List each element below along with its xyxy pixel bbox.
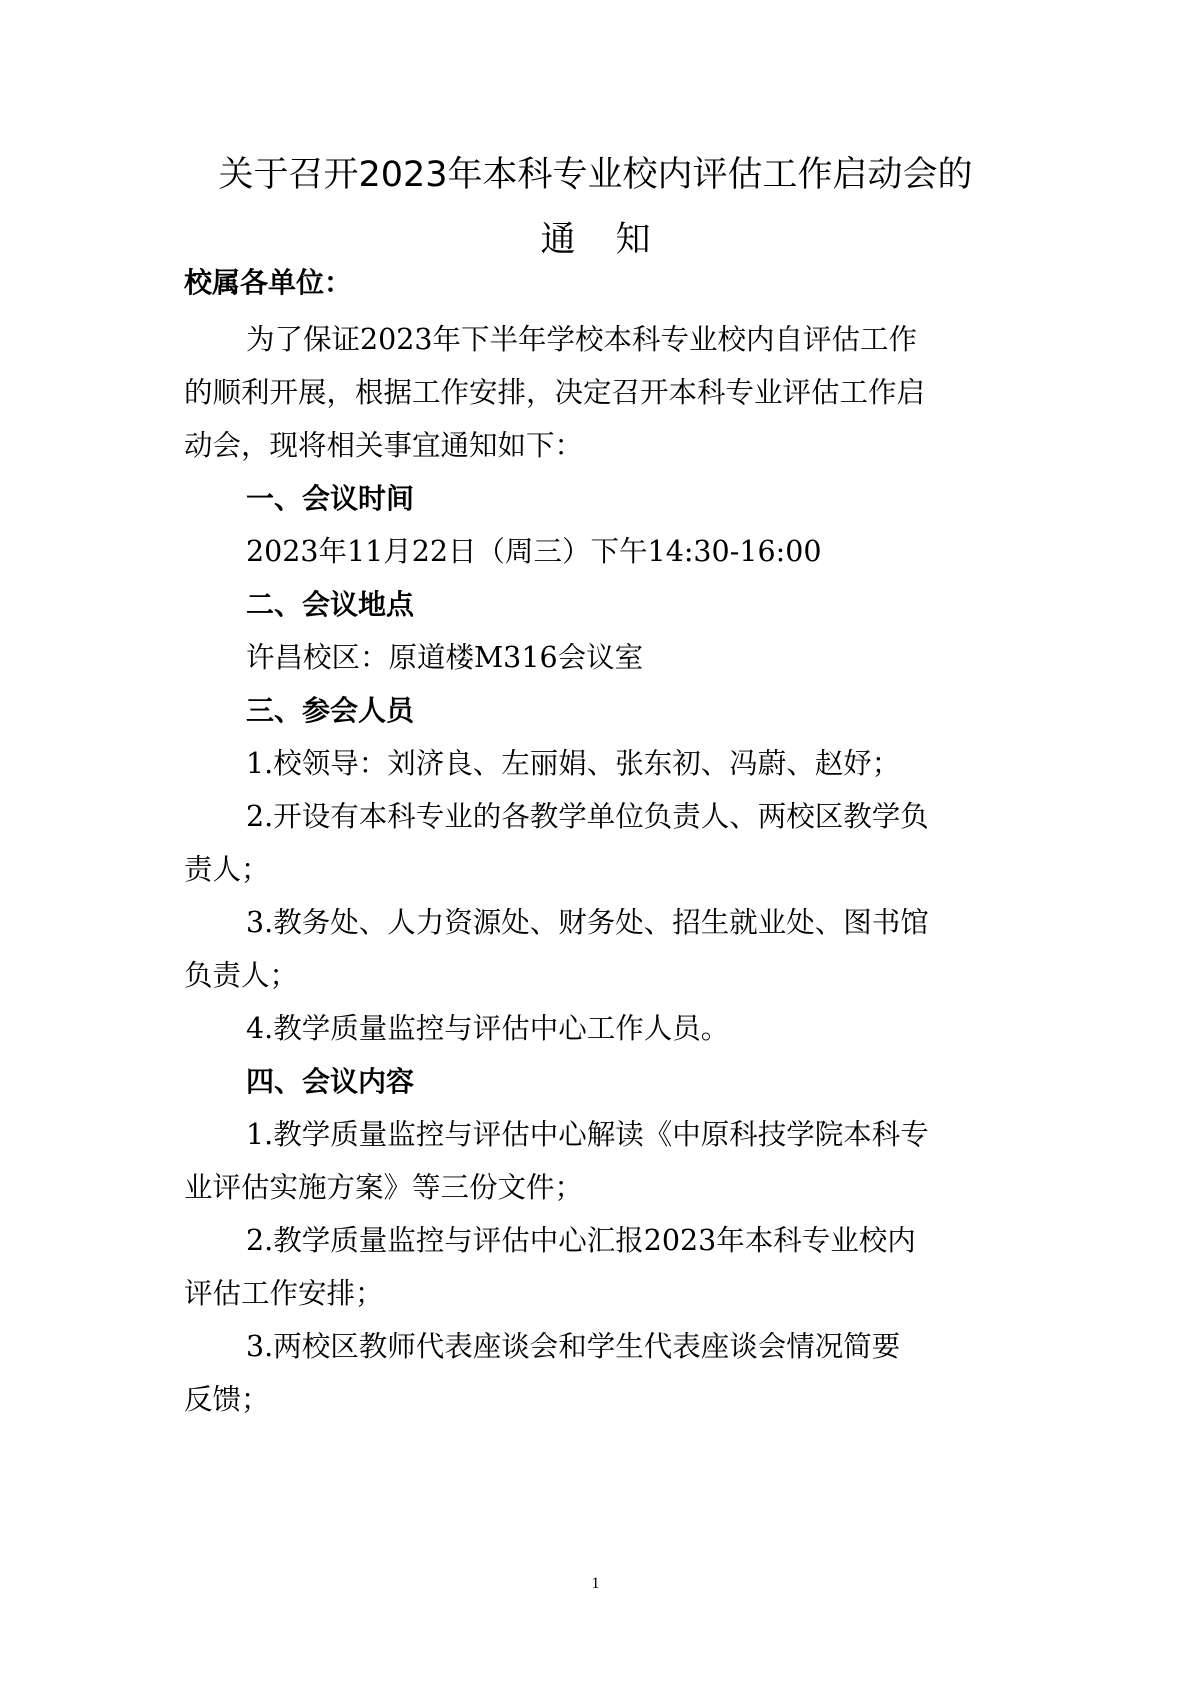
intro-line: 动会，现将相关事宜通知如下： — [184, 429, 584, 462]
section-heading-place: 二、会议地点 — [246, 588, 415, 621]
attendee-item: 4.教学质量监控与评估中心工作人员。 — [246, 1012, 730, 1045]
content-item-continued: 业评估实施方案》等三份文件； — [184, 1171, 584, 1204]
content-item-continued: 反馈； — [184, 1383, 270, 1416]
intro-line: 为了保证2023年下半年学校本科专业校内自评估工作 — [246, 323, 918, 356]
attendee-item: 1.校领导：刘济良、左丽娟、张东初、冯蔚、赵妤； — [246, 747, 901, 780]
section-heading-time: 一、会议时间 — [246, 482, 415, 515]
meeting-time: 2023年11月22日（周三）下午14:30-16:00 — [246, 535, 822, 568]
section-heading-attendees: 三、参会人员 — [246, 694, 415, 727]
content-item: 1.教学质量监控与评估中心解读《中原科技学院本科专 — [246, 1118, 929, 1151]
salutation: 校属各单位： — [184, 266, 353, 299]
intro-line: 的顺利开展，根据工作安排，决定召开本科专业评估工作启 — [184, 376, 926, 409]
content-item-continued: 评估工作安排； — [184, 1277, 384, 1310]
content-item: 3.两校区教师代表座谈会和学生代表座谈会情况简要 — [246, 1330, 901, 1363]
page-number: 1 — [591, 1575, 600, 1592]
section-heading-content: 四、会议内容 — [246, 1065, 415, 1098]
attendee-item-continued: 负责人； — [184, 959, 299, 992]
meeting-place: 许昌校区：原道楼M316会议室 — [246, 641, 644, 674]
attendee-item: 3.教务处、人力资源处、财务处、招生就业处、图书馆 — [246, 906, 929, 939]
attendee-item: 2.开设有本科专业的各教学单位负责人、两校区教学负 — [246, 800, 929, 833]
document-title-notice: 通知 — [540, 220, 691, 260]
attendee-item-continued: 责人； — [184, 853, 270, 886]
content-item: 2.教学质量监控与评估中心汇报2023年本科专业校内 — [246, 1224, 916, 1257]
document-title: 关于召开2023年本科专业校内评估工作启动会的 — [218, 155, 973, 195]
